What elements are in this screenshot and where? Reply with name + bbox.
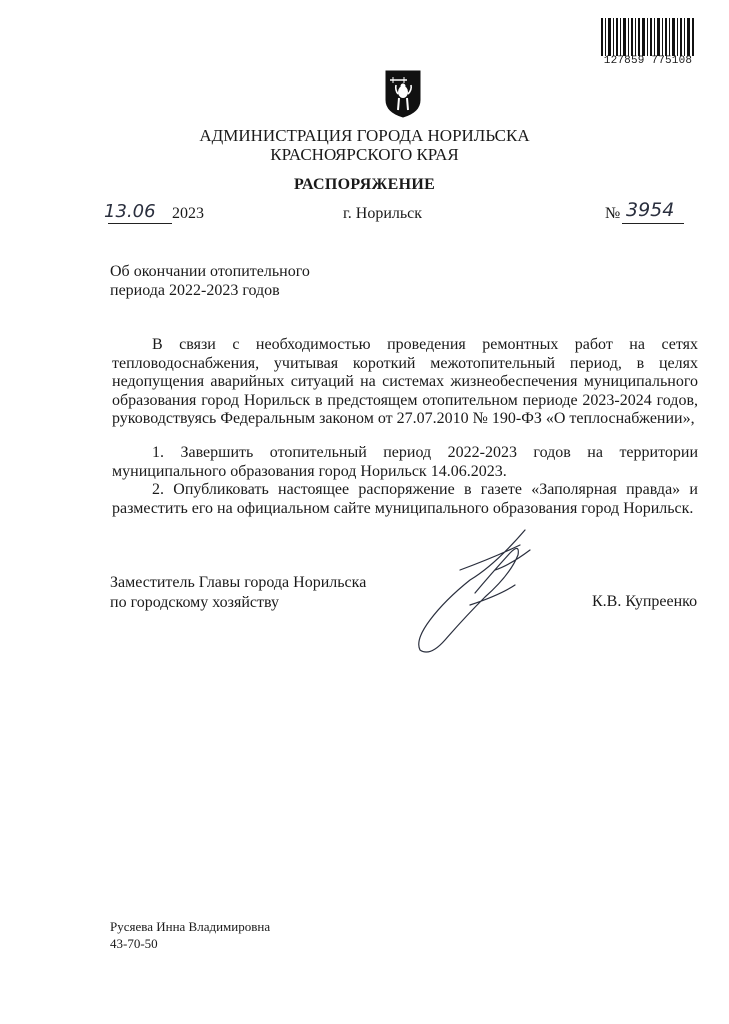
coat-of-arms-icon	[385, 70, 421, 118]
number-handwritten: 3954	[626, 199, 675, 221]
executor-name: Русяева Инна Владимировна	[110, 919, 271, 934]
org-name-line2: КРАСНОЯРСКОГО КРАЯ	[270, 145, 459, 164]
barcode-bars	[600, 18, 696, 56]
number-prefix: №	[605, 205, 621, 222]
order-item-1: 1. Завершить отопительный период 2022-2023 годов на территории муниципального образования город Норильск 14.06.2023.	[112, 444, 698, 480]
date-year: 2023	[172, 205, 204, 222]
executor-info	[110, 918, 270, 952]
date-field	[104, 201, 172, 227]
document-subject	[110, 262, 310, 300]
preamble-paragraph: В связи с необходимостью проведения ремонтных работ на сетях тепловодоснабжения, учитывая короткий межотопительный период, в целях недопущения аварийных ситуаций на системах жизнеобеспечения муниципального образования город Норильск в предстоящем отопительном периоде 2023-2024 годов, руководствуясь Федеральным законом от 27.07.2010 № 190-ФЗ «О теплоснабжении»,	[112, 336, 698, 427]
subject-line2: периода 2022-2023 годов	[110, 282, 280, 299]
position-line1: Заместитель Главы города Норильска	[110, 574, 367, 591]
signatory-name: К.В. Купреенко	[592, 593, 698, 610]
handwritten-signature	[400, 525, 550, 660]
document-type: РАСПОРЯЖЕНИЕ	[293, 176, 436, 193]
barcode-number: 127859 775108	[603, 55, 693, 67]
order-item-2: 2. Опубликовать настоящее распоряжение в газете «Заполярная правда» и разместить его на официальном сайте муниципального образования город Норильск.	[112, 481, 698, 517]
signatory-position	[110, 573, 366, 613]
number-field	[622, 199, 684, 227]
executor-phone: 43-70-50	[110, 936, 158, 951]
city: г. Норильск	[343, 205, 423, 222]
subject-line1: Об окончании отопительного	[110, 263, 310, 280]
position-line2: по городскому хозяйству	[110, 594, 280, 611]
barcode	[598, 18, 698, 68]
date-handwritten: 13.06	[104, 201, 156, 222]
org-name-line1: АДМИНИСТРАЦИЯ ГОРОДА НОРИЛЬСКА	[199, 126, 530, 145]
